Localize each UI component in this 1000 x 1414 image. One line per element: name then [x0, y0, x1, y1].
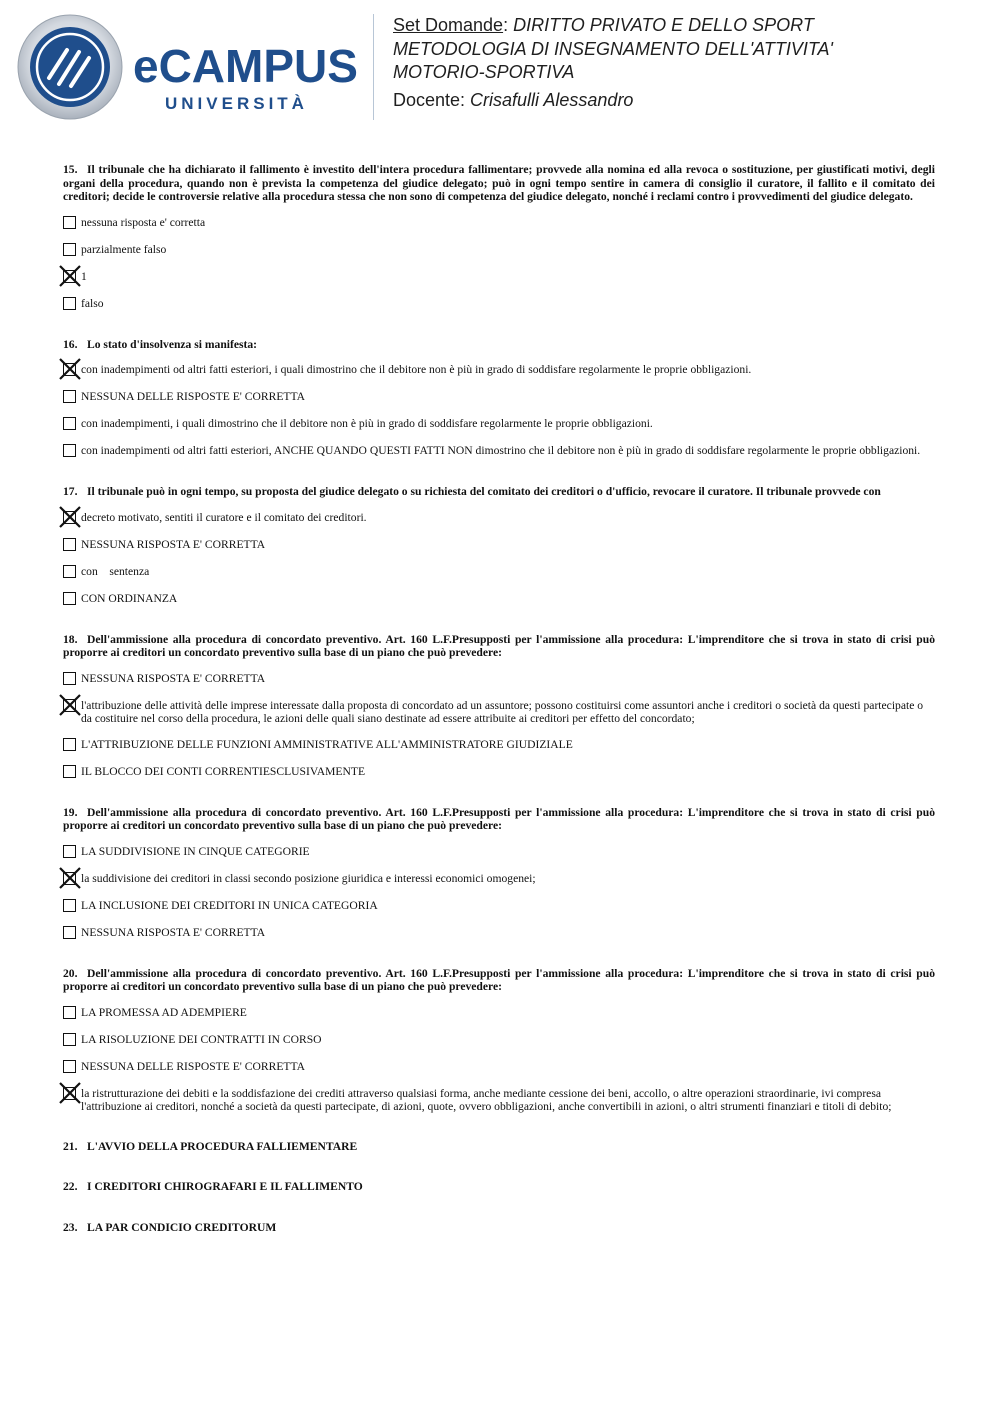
question-text — [63, 338, 935, 352]
open-question — [63, 1180, 935, 1194]
checkbox-icon[interactable] — [63, 538, 76, 551]
open-question — [63, 1221, 935, 1235]
answer-option[interactable] — [63, 926, 935, 941]
answer-option[interactable] — [63, 1087, 935, 1114]
question-number: 19. — [63, 805, 78, 819]
option-text: NESSUNA RISPOSTA E' CORRETTA — [81, 925, 266, 939]
answer-option[interactable] — [63, 592, 935, 607]
checkbox-icon[interactable] — [63, 565, 76, 578]
answer-option[interactable] — [63, 845, 935, 860]
checkbox-icon[interactable] — [63, 444, 76, 457]
checkbox-icon[interactable] — [63, 926, 76, 939]
answer-option[interactable] — [63, 243, 935, 258]
answer-option[interactable] — [63, 765, 935, 780]
checked-cross-icon — [58, 264, 82, 288]
answer-option[interactable] — [63, 390, 935, 405]
teacher-name: Crisafulli Alessandro — [470, 89, 634, 110]
question-number: 16. — [63, 337, 78, 351]
checkbox-icon[interactable] — [63, 297, 76, 310]
option-text: la ristrutturazione dei debiti e la soddisfazione dei crediti attraverso qualsiasi forma, anche mediante cessione dei beni, accollo, o altre operazioni straordinarie, ivi compresa l'attribuzione ai creditori, nonché a società da questi partecipate, di azioni, quote, ovvero obbligazioni, anche convertibili in azioni, o altri strumenti finanziari e titoli di debito; — [81, 1086, 892, 1113]
question-body: Dell'ammissione alla procedura di concordato preventivo. Art. 160 L.F.Presupposti per l'ammissione alla procedura: L'imprenditore che si trova in stato di crisi può proporre ai creditori un concordato preventivo sulla base di un piano che può prevedere: — [63, 805, 935, 832]
option-text: LA SUDDIVISIONE IN CINQUE CATEGORIE — [81, 844, 310, 858]
answer-option[interactable] — [63, 899, 935, 914]
option-text: LA RISOLUZIONE DEI CONTRATTI IN CORSO — [81, 1032, 322, 1046]
question-body: L'AVVIO DELLA PROCEDURA FALLIEMENTARE — [87, 1139, 358, 1153]
question-body: Il tribunale che ha dichiarato il fallimento è investito dell'intera procedura fallimentare; provvede alla nomina ed alla revoca o sostituzione, per giustificati motivi, degli organi della procedura, quando non è prevista la competenza del giudice delegato; può in ogni tempo sentire in camera di consiglio il curatore, il fallito e il comitato dei creditori; decide le controversie relative alla procedura stessa che non sono di competenza del giudice delegato, nonché i reclami contro i provvedimenti del giudice delegato. — [63, 163, 935, 203]
question-body: Il tribunale può in ogni tempo, su proposta del giudice delegato o su richiesta del comitato dei creditori o d'ufficio, revocare il curatore. Il tribunale provvede con — [87, 485, 881, 498]
question-block — [63, 485, 935, 607]
checkbox-icon[interactable] — [63, 672, 76, 685]
answer-option[interactable] — [63, 297, 935, 312]
question-body: Lo stato d'insolvenza si manifesta: — [87, 337, 258, 351]
question-body: Dell'ammissione alla procedura di concordato preventivo. Art. 160 L.F.Presupposti per l'ammissione alla procedura: L'imprenditore che si trova in stato di crisi può proporre ai creditori un concordato preventivo sulla base di un piano che può prevedere: — [63, 966, 935, 993]
checkbox-icon[interactable] — [63, 1060, 76, 1073]
answer-option[interactable] — [63, 672, 935, 687]
option-text: LA PROMESSA AD ADEMPIERE — [81, 1005, 247, 1019]
question-number: 23. — [63, 1220, 78, 1234]
question-body: LA PAR CONDICIO CREDITORUM — [87, 1220, 277, 1234]
option-text: NESSUNA RISPOSTA E' CORRETTA — [81, 537, 266, 551]
logo-main-text: eCAMPUS — [133, 40, 358, 92]
checked-cross-icon — [58, 693, 82, 717]
option-text: con inadempimenti od altri fatti esteriori, i quali dimostrino che il debitore non è più in grado di soddisfare regolarmente le proprie obbligazioni. — [81, 363, 752, 376]
question-block — [63, 806, 935, 941]
answer-option[interactable] — [63, 538, 935, 553]
set-sep: : — [503, 15, 514, 35]
question-number: 15. — [63, 163, 78, 176]
question-block — [63, 633, 935, 780]
answer-option[interactable] — [63, 872, 935, 887]
checked-cross-icon — [58, 1081, 82, 1105]
answer-option[interactable] — [63, 699, 935, 726]
checked-cross-icon — [58, 505, 82, 529]
answer-option[interactable] — [63, 363, 935, 378]
checkbox-icon[interactable] — [63, 390, 76, 403]
option-text: LA INCLUSIONE DEI CREDITORI IN UNICA CATEGORIA — [81, 898, 378, 912]
checkbox-icon[interactable] — [63, 765, 76, 778]
question-number: 18. — [63, 632, 78, 646]
option-text: parzialmente falso — [81, 242, 167, 256]
option-text: con inadempimenti od altri fatti esteriori, ANCHE QUANDO QUESTI FATTI NON dimostrino che il debitore non è più in grado di soddisfare regolarmente le proprie obbligazioni. — [81, 444, 921, 457]
open-question — [63, 1140, 935, 1154]
checkbox-icon[interactable] — [63, 216, 76, 229]
header-info — [393, 14, 983, 112]
answer-option[interactable] — [63, 1033, 935, 1048]
option-text: NESSUNA DELLE RISPOSTE E' CORRETTA — [81, 390, 306, 403]
option-text: con sentenza — [81, 564, 150, 578]
option-text: nessuna risposta e' corretta — [81, 215, 206, 229]
checked-cross-icon — [58, 866, 82, 890]
answer-option[interactable] — [63, 417, 935, 432]
ecampus-logo — [15, 12, 360, 122]
answer-option[interactable] — [63, 738, 935, 753]
question-block — [63, 338, 935, 460]
option-text: la suddivisione dei creditori in classi secondo posizione giuridica e interessi economici omogenei; — [81, 871, 536, 885]
option-text: 1 — [81, 269, 87, 283]
page-header — [0, 0, 1000, 135]
checkbox-icon[interactable] — [63, 899, 76, 912]
option-text: NESSUNA DELLE RISPOSTE E' CORRETTA — [81, 1059, 306, 1073]
checkbox-icon[interactable] — [63, 1006, 76, 1019]
option-text: falso — [81, 296, 104, 310]
checkbox-icon[interactable] — [63, 592, 76, 605]
checkbox-icon[interactable] — [63, 243, 76, 256]
question-number: 21. — [63, 1139, 78, 1153]
answer-option[interactable] — [63, 270, 935, 285]
teacher-label: Docente: — [393, 89, 471, 110]
option-text: NESSUNA RISPOSTA E' CORRETTA — [81, 671, 266, 685]
option-text: IL BLOCCO DEI CONTI CORRENTIESCLUSIVAMENTE — [81, 764, 366, 778]
question-text — [63, 485, 935, 499]
question-number: 20. — [63, 966, 78, 980]
question-body: I CREDITORI CHIROGRAFARI E IL FALLIMENTO — [87, 1180, 363, 1193]
question-block — [63, 163, 935, 312]
question-number: 22. — [63, 1180, 78, 1193]
course-line2: METODOLOGIA DI INSEGNAMENTO DELL'ATTIVITA' — [393, 38, 833, 59]
question-list — [63, 163, 935, 1261]
answer-option[interactable] — [63, 565, 935, 580]
question-block — [63, 967, 935, 1114]
answer-option[interactable] — [63, 1060, 935, 1075]
question-text — [63, 163, 935, 204]
question-body: Dell'ammissione alla procedura di concordato preventivo. Art. 160 L.F.Presupposti per l'ammissione alla procedura: L'imprenditore che si trova in stato di crisi può proporre ai creditori un concordato preventivo sulla base di un piano che può prevedere: — [63, 632, 935, 659]
checked-cross-icon — [58, 357, 82, 381]
answer-option[interactable] — [63, 216, 935, 231]
course-line1: DIRITTO PRIVATO E DELLO SPORT — [513, 15, 814, 35]
answer-option[interactable] — [63, 444, 935, 459]
checkbox-icon[interactable] — [63, 1033, 76, 1046]
question-text — [63, 806, 935, 833]
answer-option[interactable] — [63, 1006, 935, 1021]
checkbox-icon[interactable] — [63, 845, 76, 858]
course-line3: MOTORIO-SPORTIVA — [393, 62, 575, 82]
option-text: decreto motivato, sentiti il curatore e il comitato dei creditori. — [81, 510, 367, 524]
checkbox-icon[interactable] — [63, 417, 76, 430]
header-divider — [373, 14, 374, 120]
checkbox-icon[interactable] — [63, 738, 76, 751]
option-text: L'ATTRIBUZIONE DELLE FUNZIONI AMMINISTRATIVE ALL'AMMINISTRATORE GIUDIZIALE — [81, 737, 573, 751]
logo-sub-text: UNIVERSITÀ — [165, 94, 308, 113]
answer-option[interactable] — [63, 511, 935, 526]
question-text — [63, 633, 935, 660]
option-text: l'attribuzione delle attività delle imprese interessate dalla proposta di concordato ad un assuntore; possono costituirsi come assuntori anche i creditori o società da questi partecipate o da costituire nel corso della procedura, le azioni delle quali siano destinate ad essere attribuite ai creditori per effetto del concordato; — [81, 698, 926, 725]
question-number: 17. — [63, 485, 78, 498]
option-text: CON ORDINANZA — [81, 591, 178, 605]
question-text — [63, 967, 935, 994]
set-label: Set Domande — [393, 15, 504, 35]
option-text: con inadempimenti, i quali dimostrino che il debitore non è più in grado di soddisfare regolarmente le proprie obbligazioni. — [81, 417, 653, 430]
